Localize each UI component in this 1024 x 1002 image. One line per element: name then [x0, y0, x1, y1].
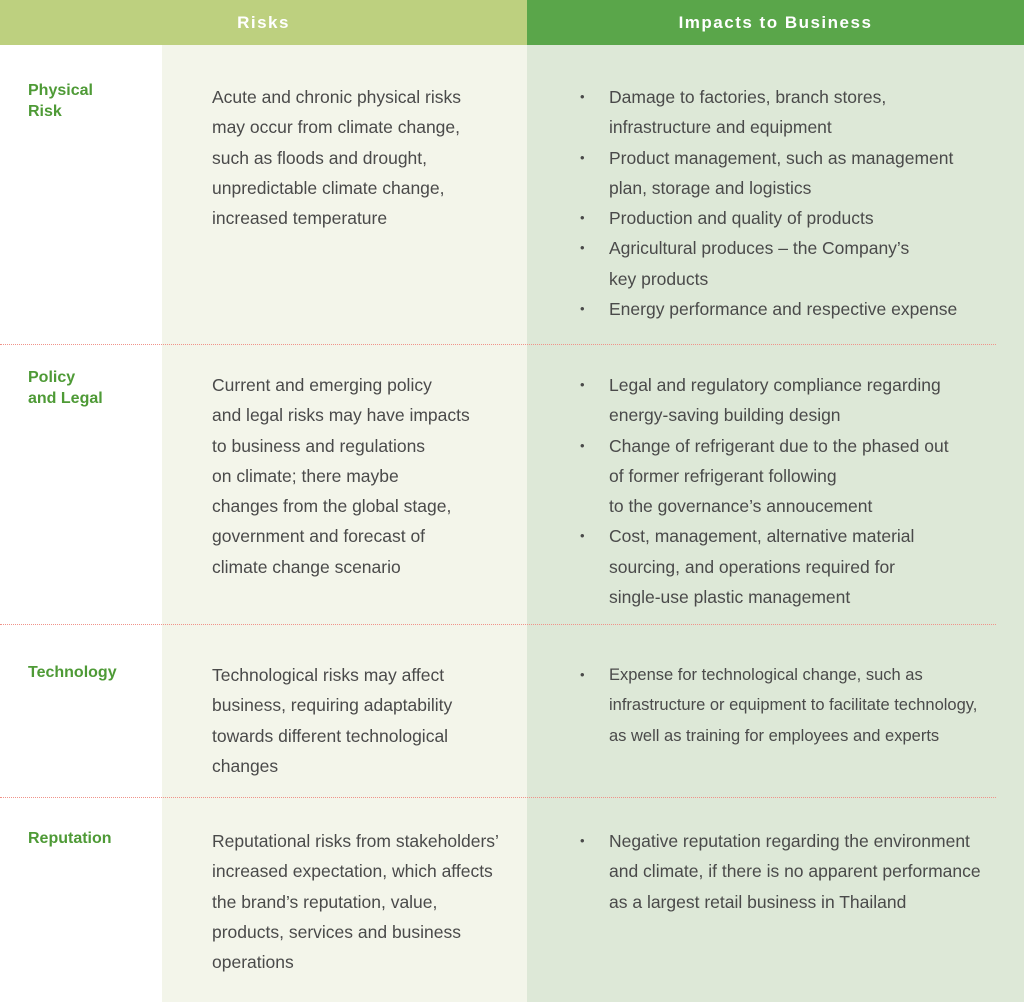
- category-line: Technology: [28, 664, 117, 681]
- impact-line: single-use plastic management: [609, 587, 851, 608]
- impacts-header-label: Impacts to Business: [678, 12, 873, 32]
- category-label: [28, 662, 117, 683]
- risk-line: business, requiring adaptability: [212, 695, 453, 716]
- impact-line: Energy performance and respective expense: [609, 299, 958, 320]
- risk-line: towards different technological: [212, 725, 449, 746]
- risk-description: [212, 370, 512, 582]
- impact-line: of former refrigerant following: [609, 465, 837, 486]
- risks-header-label: Risks: [237, 12, 290, 32]
- category-label: [28, 828, 112, 849]
- impact-line: and climate, if there is no apparent performance: [609, 861, 981, 882]
- impact-line: plan, storage and logistics: [609, 177, 812, 198]
- category-label: [28, 367, 103, 409]
- impact-line: energy-saving building design: [609, 405, 841, 426]
- risk-description: [212, 82, 512, 233]
- impact-item: [580, 660, 1000, 751]
- row-divider: [0, 344, 996, 345]
- risk-line: changes: [212, 755, 279, 776]
- impact-line: Damage to factories, branch stores,: [609, 87, 887, 107]
- risk-line: products, services and business: [212, 921, 462, 942]
- risk-line: such as floods and drought,: [212, 147, 428, 168]
- impacts-header: [527, 0, 1024, 45]
- impact-line: key products: [609, 268, 709, 289]
- impact-line: to the governance’s annoucement: [609, 496, 873, 517]
- impact-item: [580, 82, 1000, 143]
- risk-line: on climate; there maybe: [212, 465, 399, 486]
- impact-item: [580, 233, 1000, 294]
- impact-line: as a largest retail business in Thailand: [609, 891, 907, 912]
- impact-line: Legal and regulatory compliance regarding: [609, 375, 941, 395]
- impact-item: [580, 370, 1000, 431]
- impact-line: Cost, management, alternative material: [609, 526, 915, 547]
- row-divider: [0, 797, 996, 798]
- impact-item: [580, 143, 1000, 204]
- risk-line: increased expectation, which affects: [212, 861, 493, 882]
- risk-line: may occur from climate change,: [212, 117, 461, 138]
- risks-header: [0, 0, 527, 45]
- risk-line: to business and regulations: [212, 435, 426, 456]
- risk-line: operations: [212, 952, 294, 973]
- impact-line: infrastructure and equipment: [609, 117, 832, 138]
- impact-line: Negative reputation regarding the environment: [609, 831, 970, 851]
- impact-list: [580, 826, 1000, 917]
- risk-line: Technological risks may affect: [212, 665, 445, 685]
- risk-line: unpredictable climate change,: [212, 177, 445, 198]
- impact-line: Agricultural produces – the Company’s: [609, 238, 910, 259]
- category-line: Physical: [28, 82, 93, 99]
- risk-description: [212, 660, 512, 781]
- risk-line: Acute and chronic physical risks: [212, 87, 461, 107]
- risk-line: increased temperature: [212, 208, 388, 229]
- impact-list: [580, 82, 1000, 324]
- risk-description: [212, 826, 512, 977]
- impact-list: [580, 660, 1000, 751]
- row-divider: [0, 624, 996, 625]
- risk-line: Reputational risks from stakeholders’: [212, 831, 499, 851]
- risk-line: Current and emerging policy: [212, 375, 432, 395]
- impact-line: sourcing, and operations required for: [609, 556, 896, 577]
- impact-line: Change of refrigerant due to the phased out: [609, 435, 949, 456]
- impact-line: infrastructure or equipment to facilitate technology,: [609, 696, 978, 715]
- impact-line: Product management, such as management: [609, 147, 954, 168]
- category-line: Reputation: [28, 830, 112, 847]
- risk-line: climate change scenario: [212, 556, 401, 577]
- impact-line: Expense for technological change, such as: [609, 666, 923, 684]
- impact-item: [580, 826, 1000, 917]
- category-line: and Legal: [28, 390, 103, 407]
- impact-list: [580, 370, 1000, 612]
- risk-line: changes from the global stage,: [212, 496, 452, 517]
- impact-item: [580, 203, 1000, 233]
- category-label: [28, 80, 93, 122]
- risk-line: the brand’s reputation, value,: [212, 891, 438, 912]
- category-line: Risk: [28, 103, 62, 120]
- risk-line: and legal risks may have impacts: [212, 405, 470, 426]
- impact-line: Production and quality of products: [609, 208, 874, 229]
- risk-line: government and forecast of: [212, 526, 426, 547]
- impact-item: [580, 431, 1000, 522]
- impact-line: as well as training for employees and experts: [609, 726, 940, 745]
- impact-item: [580, 521, 1000, 612]
- category-line: Policy: [28, 369, 76, 386]
- impact-item: [580, 294, 1000, 324]
